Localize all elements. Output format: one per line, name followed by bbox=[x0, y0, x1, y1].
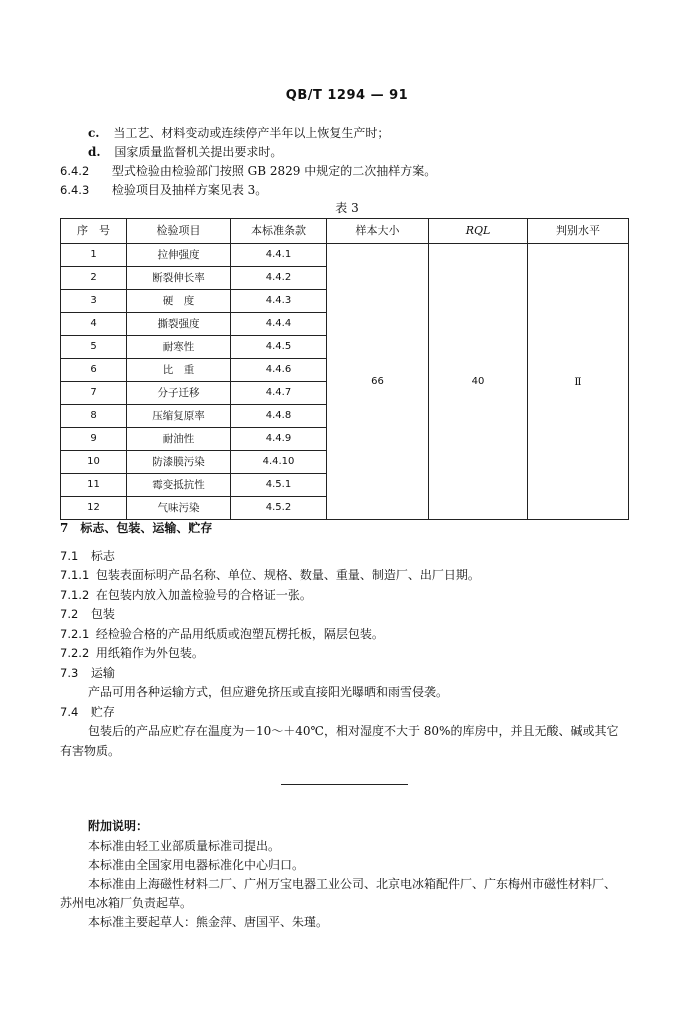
section-title: 贮存 bbox=[90, 705, 115, 719]
clause-7-2-2 bbox=[60, 645, 204, 661]
clause-number: 7.1.2 bbox=[60, 588, 90, 602]
level-cell: Ⅱ bbox=[528, 244, 629, 520]
clause-number: 7.1.1 bbox=[60, 568, 90, 582]
section-number: 7.2 bbox=[60, 607, 79, 621]
col-header-level: 判别水平 bbox=[528, 219, 629, 244]
document-code-header: QB/T 1294 — 91 bbox=[285, 88, 409, 103]
clause-text: 检验项目及抽样方案见表 3。 bbox=[111, 183, 268, 197]
row-item: 气味污染 bbox=[127, 497, 231, 520]
section-7-3-heading bbox=[60, 665, 115, 681]
clause-7-1-2 bbox=[60, 587, 312, 603]
row-item: 拉伸强度 bbox=[127, 244, 231, 267]
row-item: 硬 度 bbox=[127, 290, 231, 313]
appendix-line: 本标准主要起草人：熊金萍、唐国平、朱瑾。 bbox=[88, 915, 329, 929]
section-number: 7.1 bbox=[60, 549, 79, 563]
clause-text: 在包装内放入加盖检验号的合格证一张。 bbox=[95, 588, 312, 602]
row-clause: 4.4.5 bbox=[231, 336, 327, 359]
clause-6-4-2 bbox=[60, 163, 436, 179]
row-clause: 4.5.2 bbox=[231, 497, 327, 520]
clause-text: 经检验合格的产品用纸质或泡塑瓦楞托板，隔层包装。 bbox=[95, 627, 384, 641]
rql-cell: 40 bbox=[429, 244, 528, 520]
list-item-c bbox=[88, 125, 389, 141]
row-clause: 4.4.9 bbox=[231, 428, 327, 451]
list-item-d bbox=[88, 144, 282, 160]
clause-text: 包装表面标明产品名称、单位、规格、数量、重量、制造厂、出厂日期。 bbox=[95, 568, 480, 582]
section-title: 包装 bbox=[90, 607, 115, 621]
row-clause: 4.4.1 bbox=[231, 244, 327, 267]
row-clause: 4.4.4 bbox=[231, 313, 327, 336]
list-text: 当工艺、材料变动或连续停产半年以上恢复生产时； bbox=[113, 126, 390, 140]
row-clause: 4.4.6 bbox=[231, 359, 327, 382]
col-header-rql: RQL bbox=[429, 219, 528, 244]
row-number: 12 bbox=[61, 497, 127, 520]
row-item: 撕裂强度 bbox=[127, 313, 231, 336]
row-item: 压缩复原率 bbox=[127, 405, 231, 428]
row-clause: 4.4.8 bbox=[231, 405, 327, 428]
list-text: 国家质量监督机关提出要求时。 bbox=[114, 145, 283, 159]
clause-text: 用纸箱作为外包装。 bbox=[95, 646, 204, 660]
row-item: 耐油性 bbox=[127, 428, 231, 451]
section-7-4-heading bbox=[60, 704, 115, 720]
clause-number: 6.4.2 bbox=[60, 164, 90, 178]
row-number: 8 bbox=[61, 405, 127, 428]
clause-7-2-1 bbox=[60, 626, 384, 642]
section-7-1-heading bbox=[60, 548, 115, 564]
row-item: 分子迁移 bbox=[127, 382, 231, 405]
appendix-line: 本标准由上海磁性材料二厂、广州万宝电器工业公司、北京电冰箱配件厂、广东梅州市磁性材料厂、 bbox=[88, 877, 617, 891]
section-title: 标志 bbox=[90, 549, 115, 563]
table-caption: 表 3 bbox=[335, 201, 359, 215]
appendix-line: 本标准由全国家用电器标准化中心归口。 bbox=[88, 858, 305, 872]
appendix-line: 本标准由轻工业部质量标准司提出。 bbox=[88, 839, 281, 853]
section-number: 7.3 bbox=[60, 666, 79, 680]
section-number: 7.4 bbox=[60, 705, 79, 719]
row-number: 1 bbox=[61, 244, 127, 267]
col-header-clause: 本标准条款 bbox=[231, 219, 327, 244]
row-clause: 4.5.1 bbox=[231, 474, 327, 497]
row-clause: 4.4.7 bbox=[231, 382, 327, 405]
section-title: 运输 bbox=[90, 666, 115, 680]
row-item: 霉变抵抗性 bbox=[127, 474, 231, 497]
row-number: 4 bbox=[61, 313, 127, 336]
section-7-4-text-line-2: 有害物质。 bbox=[60, 744, 121, 758]
row-item: 耐寒性 bbox=[127, 336, 231, 359]
row-item: 断裂伸长率 bbox=[127, 267, 231, 290]
col-header-sample-size: 样本大小 bbox=[327, 219, 429, 244]
clause-number: 7.2.1 bbox=[60, 627, 90, 641]
section-7-title: 7 标志、包装、运输、贮存 bbox=[60, 521, 213, 535]
col-header-item: 检验项目 bbox=[127, 219, 231, 244]
clause-number: 7.2.2 bbox=[60, 646, 90, 660]
row-number: 5 bbox=[61, 336, 127, 359]
section-7-4-text-line-1: 包装后的产品应贮存在温度为－10～＋40℃，相对湿度不大于 80%的库房中，并且无酸、碱或其它 bbox=[88, 724, 619, 738]
col-header-no: 序 号 bbox=[61, 219, 127, 244]
row-number: 7 bbox=[61, 382, 127, 405]
clause-7-1-1 bbox=[60, 567, 480, 583]
appendix-title: 附加说明： bbox=[88, 819, 149, 833]
inspection-table bbox=[60, 218, 629, 520]
section-divider bbox=[281, 784, 408, 785]
row-clause: 4.4.10 bbox=[231, 451, 327, 474]
row-item: 防漆膜污染 bbox=[127, 451, 231, 474]
sample-size-cell: 66 bbox=[327, 244, 429, 520]
clause-number: 6.4.3 bbox=[60, 183, 90, 197]
row-item: 比 重 bbox=[127, 359, 231, 382]
row-number: 2 bbox=[61, 267, 127, 290]
clause-text: 型式检验由检验部门按照 GB 2829 中规定的二次抽样方案。 bbox=[111, 164, 437, 178]
clause-6-4-3 bbox=[60, 182, 267, 198]
row-number: 3 bbox=[61, 290, 127, 313]
row-clause: 4.4.3 bbox=[231, 290, 327, 313]
row-number: 10 bbox=[61, 451, 127, 474]
row-number: 11 bbox=[61, 474, 127, 497]
section-7-3-text: 产品可用各种运输方式，但应避免挤压或直接阳光曝晒和雨雪侵袭。 bbox=[88, 685, 449, 699]
row-clause: 4.4.2 bbox=[231, 267, 327, 290]
section-7-2-heading bbox=[60, 606, 115, 622]
list-marker: c. bbox=[88, 126, 100, 140]
table-header-row bbox=[61, 219, 629, 244]
appendix-line: 苏州电冰箱厂负责起草。 bbox=[60, 896, 193, 910]
row-number: 6 bbox=[61, 359, 127, 382]
table-row bbox=[61, 244, 629, 267]
row-number: 9 bbox=[61, 428, 127, 451]
list-marker: d. bbox=[88, 145, 101, 159]
